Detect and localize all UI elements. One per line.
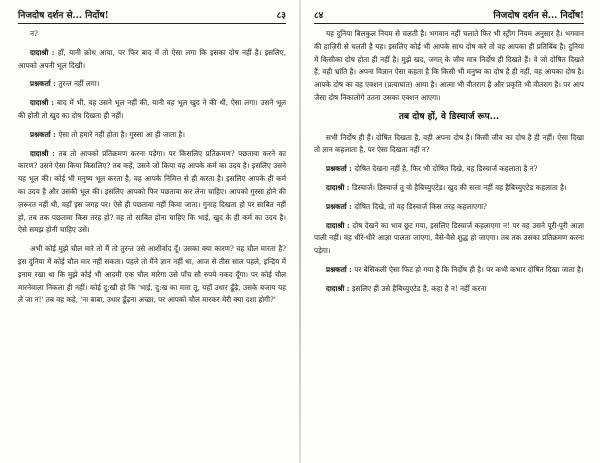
- paragraph-text: ऐसा तो हमारे नहीं होता है। गुस्सा आ ही जाता है।: [58, 129, 185, 139]
- left-page-body: [18, 28, 286, 307]
- section-title: तब दोष हों, वे डिस्चार्ज रूप...: [398, 111, 500, 122]
- right-page-header: [314, 8, 584, 24]
- left-paragraph: [18, 148, 286, 238]
- speaker-label: दादाश्री :: [30, 98, 57, 108]
- left-paragraph: [18, 97, 286, 123]
- speaker-label: दादाश्री :: [30, 47, 58, 57]
- left-paragraph: [18, 129, 286, 142]
- speaker-label: प्रश्नकर्ता :: [326, 201, 355, 211]
- left-paragraph: [18, 28, 286, 41]
- left-page-number: ८३: [276, 11, 286, 21]
- right-page-body: [314, 28, 584, 296]
- paragraph-text: सभी निर्दोष ही हैं। दोषित दिखता है, वही अपना दोष है। किसी जीव का दोष है ही नहीं। ऐसा दिखा तो ज्ञान कहलाता है, पर ऐसा दिखता नहीं न?: [314, 132, 584, 155]
- left-page-header: [18, 8, 286, 24]
- speaker-label: प्रश्नकर्ता :: [326, 164, 355, 174]
- right-paragraph: [314, 182, 584, 195]
- speaker-label: दादाश्री :: [326, 283, 352, 293]
- speaker-label: दादाश्री :: [326, 220, 353, 230]
- right-paragraph: [314, 201, 584, 214]
- right-paragraph: [314, 264, 584, 277]
- speaker-label: दादाश्री :: [326, 182, 352, 192]
- right-paragraph: [314, 163, 584, 176]
- paragraph-text: दोष देखने का भाव छूट गया, इसलिए डिस्चार्ज कहलाएगा न! पर वह उसने पूरी-पूरी आज्ञा पाली नहीं। वह धीरे-धीरे आज्ञा पालता जाएगा, वैसे-वैसे शुद्ध हो जाएगा। तब तक उसका प्रतिक्रमण करना पड़ेगा।: [314, 220, 584, 256]
- speaker-label: प्रश्नकर्ता :: [326, 264, 355, 274]
- paragraph-text: यह दुनिया बिलकुल नियम से चलती है। भगवान नहीं चलाते फिर भी स्ट्रीग नियम अनुसार है। भगवान की हाज़िरी से चलती है यह। इसलिए कोई भी आपके साथ दोष करे तो वह आपका ही प्रतिबिंब है। दुनिया में किसीका दोष होता ही नहीं है। मुझे खद, जगत् के जीव मात्र निर्दोष ही दिखते हैं। वे जो दोषित दिखते हैं, वही भ्रांति है। अपना विज्ञान ऐसा कहता है कि किसी भी मनुष्य का दोष है ही नहीं, वह आपका दोष है। आपके दोष का वह एक्शन (प्रत्याघात) आया है। आत्मा भी वीतराग है और प्रकृति भी वीतराग है। पर आप जैसा दोष निकालोगे उतना उसका एक्शन आएगा।: [314, 29, 584, 102]
- right-paragraph: [314, 220, 584, 258]
- paragraph-text: डिस्चार्ज। डिस्चार्ज तु वो हैबिच्युएटेड। खुद की सत्ता नहीं वह हैबिच्युएटेड कहलाता है।: [351, 182, 567, 192]
- paragraph-text: पर बेसिकली ऐसा फिट हो गया है कि निर्दोष ही है। पर कभी कभार दोषित दिखा जाता है।: [354, 264, 584, 274]
- paragraph-text: अभी कोई मुझे चौल मारे तो मैं तो तुरन्त उसे आशीर्वाद दूँ। उसका क्या कारण? वह चौल मारता है? इस दुनिया में कोई चौल मार नहीं सकता। पहले तो मैंने ज्ञान नहीं था, आज से तीस साल पहले, इन्द्रिय में इनाम रखा था कि मुझे कोई भी आदमी एक चौल मारेगा उसे पाँच सौ रुपये नकद दूँगा। पर कोई चौल मारनेवाला निकला ही नहीं। कोई दु:खी हो कि 'भाई, दु:ख का मारा तू, यहाँ उधार ढूँढ़े, उसके बजाय यह ले जा न!' तब वह कहे, 'ना बाबा, उधार ढूँढ़ना अच्छा, पर आपको चौल मारकर मेरी क्या दशा होगी?': [18, 244, 286, 305]
- right-page: [300, 0, 600, 463]
- right-paragraph: [314, 28, 584, 105]
- paragraph-text: दोषित दिखे, तो वह डिस्चार्ज किस तरह कहलाएगा?: [354, 201, 487, 211]
- right-page-number: ८४: [314, 11, 324, 21]
- speaker-label: प्रश्नकर्ता :: [30, 79, 59, 89]
- right-header-title: निजदोष दर्शन से... निर्दोष!: [493, 11, 584, 21]
- left-paragraph: [18, 47, 286, 73]
- left-paragraph: [18, 78, 286, 91]
- paragraph-text: हाँ, यानी क्रोध आया, पर फिर बाद में तो ऐसा लगा कि इसका दोष नहीं है। इसलिए, आपको अपनी भूल दिखी।: [18, 47, 286, 70]
- paragraph-text: बाद में भी, वह उसने भूल नहीं की, यानी वह भूल खुद ने की थी, ऐसा लगा। उसने भूल की होती तो खुद का दोष दिखता ही नहीं।: [18, 98, 287, 120]
- paragraph-text: इसलिए ही उसे हैबिच्युएटेड है, कहा है न! नहीं करना: [351, 283, 487, 293]
- left-header-title: निजदोष दर्शन से... निर्दोष!: [18, 11, 109, 21]
- left-paragraph: [18, 243, 286, 307]
- paragraph-text: तुरन्त नहीं लगा।: [58, 79, 100, 89]
- paragraph-text: तब तो आपको प्रतिक्रमण करना पड़ेगा। पर किसलिए प्रतिक्रमण? पछतावा करने का कारण? उसने ऐसा किया किसलिए? तब कहें, उसने जो किया वह आपके कर्म का उदय है। इसलिए उसने यह भूल की। कोई भी मनुष्य भूल करता है, वह आपके निमित्त से ही करता है। इसलिए आपके ही कर्म का उदय है और उसकी भूल की। इसलिए आपको फिर पछतावा कर लेना चाहिए। आपको गुस्सा होने की ज़रूरत नहीं थी, वहाँ इस जगह पर। ऐसे ही पछतावा नहीं किया जाता। गुनाह दिखता हो पर साबित नहीं हो, तब तक पछतावा किस तरह हो? वह तो साबित होना चाहिए कि भाई, खुद के ही कर्म का उदय है। ऐसे समझ होनी चाहिए उसे।: [18, 148, 286, 235]
- speaker-label: प्रश्नकर्ता :: [30, 129, 59, 139]
- speaker-label: दादाश्री :: [30, 148, 59, 158]
- right-paragraph: [314, 283, 584, 296]
- paragraph-text: न?: [30, 29, 38, 38]
- paragraph-text: दोषित देखना नहीं है, फिर भी दोषित दिखे, वह डिस्चार्ज कहलाता है न?: [354, 164, 538, 174]
- right-paragraph: [314, 132, 584, 158]
